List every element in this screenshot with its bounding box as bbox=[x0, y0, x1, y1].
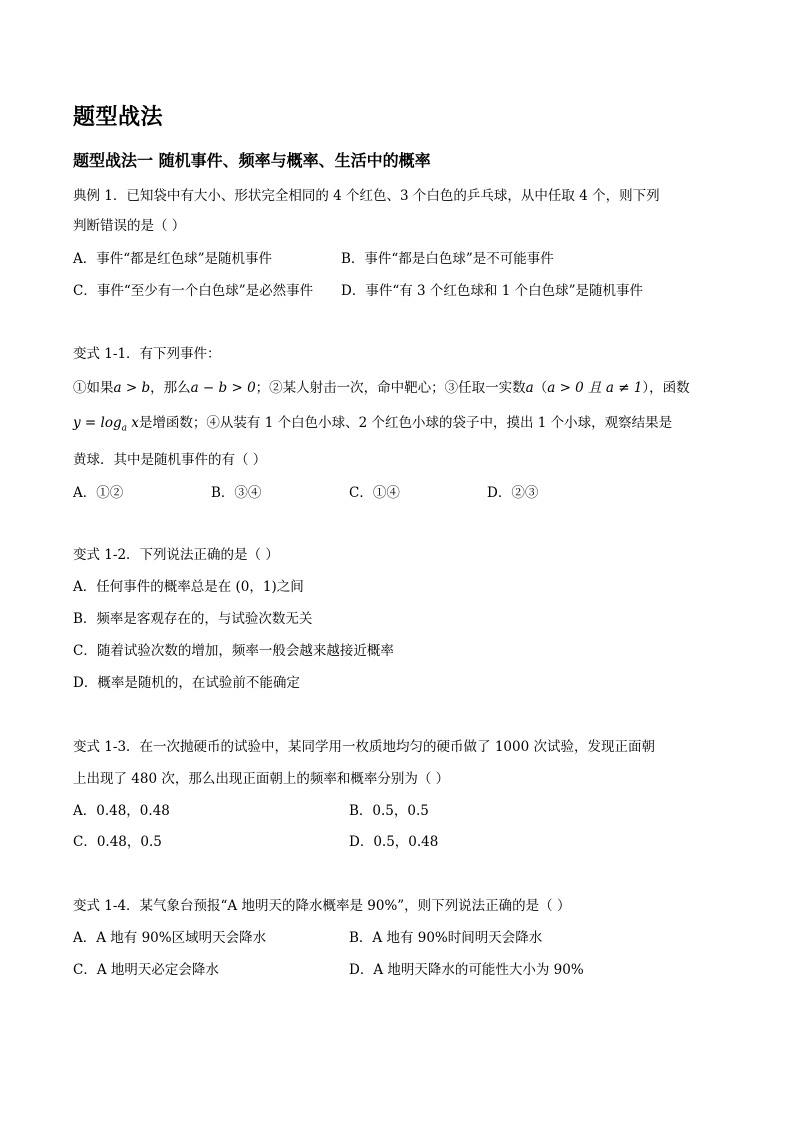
example1-line1: 典例 1．已知袋中有大小、形状完全相同的 4 个红色、3 个白色的乒乓球，从中任取 4 个，则下列 bbox=[73, 188, 660, 204]
example1-option-c: C．事件“至少有一个白色球”是必然事件 bbox=[73, 283, 314, 299]
variant13-option-c: C．0.48，0.5 bbox=[73, 834, 162, 850]
example1-line2: 判断错误的是（ ） bbox=[73, 218, 186, 234]
math-condition: a > 0 且 a ≠ 1 bbox=[547, 380, 643, 396]
variant12-option-a: A．任何事件的概率总是在 (0，1)之间 bbox=[73, 579, 304, 595]
variant14-line1: 变式 1-4．某气象台预报“A 地明天的降水概率是 90%”，则下列说法正确的是（ ） bbox=[73, 898, 571, 914]
example1-options-row2 bbox=[73, 281, 643, 301]
variant11-line1: 变式 1-1．有下列事件： bbox=[73, 346, 221, 362]
variant14-options-row1 bbox=[73, 928, 543, 948]
variant11-options bbox=[73, 483, 673, 503]
variant13-options-row1 bbox=[73, 801, 429, 821]
variant12-option-c: C．随着试验次数的增加，频率一般会越来越接近概率 bbox=[73, 643, 394, 659]
example1-option-b: B．事件“都是白色球”是不可能事件 bbox=[341, 251, 554, 267]
example1-option-a: A．事件“都是红色球”是随机事件 bbox=[73, 251, 273, 267]
variant11-option-b: B．③④ bbox=[211, 485, 262, 501]
variant13-option-b: B．0.5，0.5 bbox=[349, 803, 429, 819]
variant13-option-d: D．0.5，0.48 bbox=[349, 834, 439, 850]
example1-options-row1 bbox=[73, 249, 554, 269]
variant14-option-d: D．A 地明天降水的可能性大小为 90% bbox=[349, 962, 584, 978]
variant13-options-row2 bbox=[73, 832, 439, 852]
subsection-title: 题型战法一 随机事件、频率与概率、生活中的概率 bbox=[73, 151, 431, 170]
math-a: a bbox=[525, 380, 534, 396]
variant11-line4: 黄球．其中是随机事件的有（ ） bbox=[73, 452, 267, 468]
variant14-options-row2 bbox=[73, 960, 584, 980]
variant13-line1: 变式 1-3．在一次抛硬币的试验中，某同学用一枚质地均匀的硬币做了 1000 次试验，发现正面朝 bbox=[73, 739, 655, 755]
variant14-option-b: B．A 地有 90%时间明天会降水 bbox=[349, 930, 543, 946]
section-title: 题型战法 bbox=[73, 105, 164, 130]
variant11-option-c: C．①④ bbox=[349, 485, 400, 501]
variant11-option-d: D．②③ bbox=[487, 485, 539, 501]
variant12-option-d: D．概率是随机的，在试验前不能确定 bbox=[73, 675, 300, 691]
variant11-line2: ①如果a > b，那么a − b > 0；②某人射击一次，命中靶心；③任取一实数a（a > 0 且 a ≠ 1），函数 bbox=[73, 380, 690, 396]
variant12-option-b: B．频率是客观存在的，与试验次数无关 bbox=[73, 611, 313, 627]
math-a-gt-b: a > b bbox=[113, 380, 151, 396]
variant13-line2: 上出现了 480 次，那么出现正面朝上的频率和概率分别为（ ） bbox=[73, 771, 450, 787]
variant11-option-a: A．①② bbox=[73, 485, 124, 501]
math-log-function: $y = \log_a x$ bbox=[73, 415, 139, 434]
variant13-option-a: A．0.48，0.48 bbox=[73, 803, 170, 819]
math-a-minus-b: a − b > 0 bbox=[190, 380, 256, 396]
variant12-line1: 变式 1-2．下列说法正确的是（ ） bbox=[73, 547, 279, 563]
variant14-option-a: A．A 地有 90%区域明天会降水 bbox=[73, 930, 267, 946]
example1-option-d: D．事件“有 3 个红色球和 1 个白色球”是随机事件 bbox=[341, 283, 643, 299]
variant11-line3: $y = \log_a x$是增函数；④从装有 1 个白色小球、2 个红色小球的袋子中，摸出 1 个小球，观察结果是 bbox=[73, 415, 673, 434]
variant14-option-c: C．A 地明天必定会降水 bbox=[73, 962, 219, 978]
